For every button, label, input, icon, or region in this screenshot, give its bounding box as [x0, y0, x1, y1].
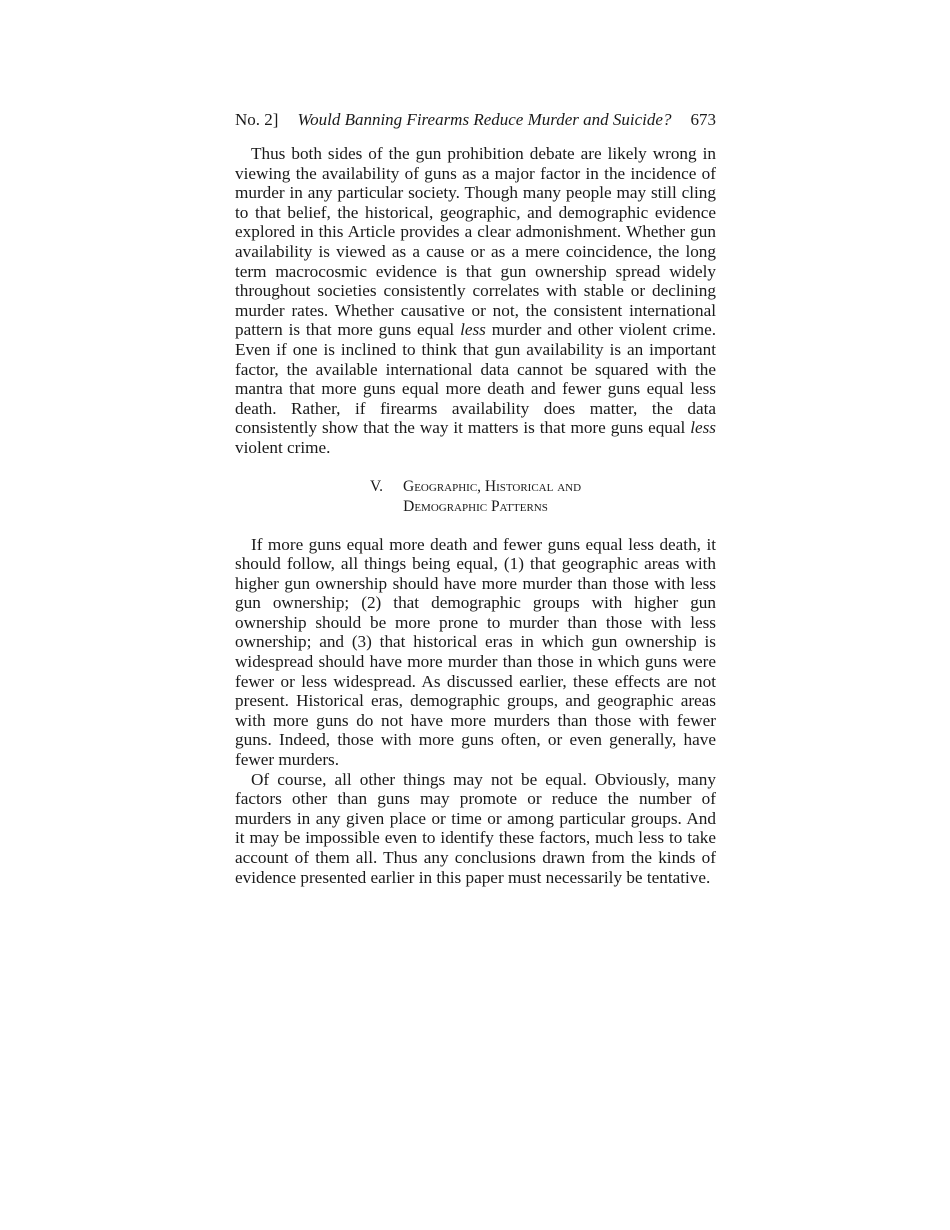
running-head-title: Would Banning Firearms Reduce Murder and Suicide? [297, 110, 672, 129]
document-page [235, 108, 716, 887]
section-heading [235, 477, 716, 517]
paragraph-2: If more guns equal more death and fewer guns equal less death, it should follow, all things being equal, (1) that geographic areas with higher gun ownership should have more murder than those with less gun ownership; (2) that demographic groups with higher gun ownership should be more prone to murder than those with less ownership; and (3) that historical eras in which gun ownership is widespread should have more murder than those in which guns were fewer or less widespread. As discussed earlier, these effects are not present. Historical eras, demographic groups, and geographic areas with more guns do not have more murders than those with fewer guns. Indeed, those with more guns often, or even generally, have fewer murders. [235, 534, 716, 770]
paragraph-1-text-b: murder and other violent crime. Even if one is inclined to think that gun availability is an important factor, the available international data cannot be squared with the mantra that more guns equal more death and fewer guns equal less death. Rather, if firearms availability does matter, the data consistently show that the way it matters is that more guns equal [235, 320, 717, 438]
paragraph-1-emphasis-2: less [690, 418, 716, 438]
section-title-line-2: Demographic Patterns [403, 497, 548, 515]
running-head [235, 108, 716, 132]
paragraph-1-text-a: Thus both sides of the gun prohibition debate are likely wrong in viewing the availability of guns as a major factor in the incidence of murder in any particular society. Though many people may still cling to that belief, the historical, geographic, and demographic evidence explored in this Article provides a clear admonishment. Whether gun availability is viewed as a cause or as a mere coincidence, the long term macrocosmic evidence is that gun ownership spread widely throughout societies consistently correlates with stable or declining murder rates. Whether causative or not, the consistent international pattern is that more guns equal [235, 144, 716, 340]
section-number: V. [369, 477, 384, 495]
paragraph-3: Of course, all other things may not be equal. Obviously, many factors other than guns may promote or reduce the number of murders in any given place or time or among particular groups. And it may be impossible even to identify these factors, much less to take account of them all. Thus any conclusions drawn from the kinds of evidence presented earlier in this paper must necessarily be tentative. [235, 769, 716, 887]
paragraph-1-text-c: violent crime. [235, 437, 331, 457]
running-head-left: No. 2] [235, 110, 279, 129]
section-title-line-1: Geographic, Historical and [403, 477, 582, 495]
paragraph-1-emphasis-1: less [460, 320, 486, 340]
page-number: 673 [690, 110, 716, 129]
paragraph-1 [235, 144, 716, 458]
